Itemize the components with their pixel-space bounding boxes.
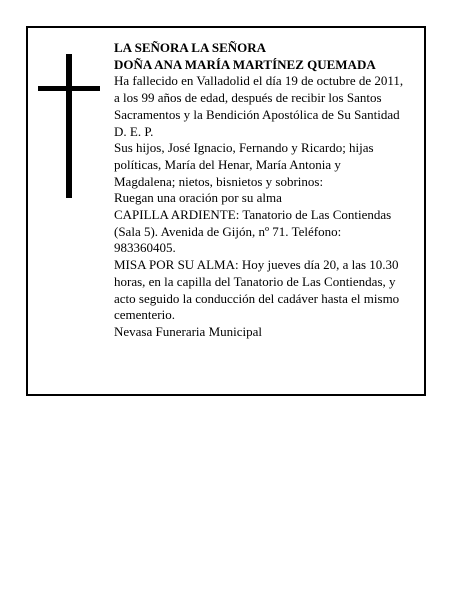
body-line: políticas, María del Henar, María Antonia y	[114, 156, 341, 172]
cross-icon	[38, 54, 102, 198]
cross-horizontal-bar	[38, 86, 100, 91]
body-line: 983360405.	[114, 240, 176, 256]
body-line: Sus hijos, José Ignacio, Fernando y Ricardo; hijas	[114, 140, 374, 156]
body-line: acto seguido la conducción del cadáver hasta el mismo	[114, 290, 400, 306]
cross-vertical-bar	[66, 54, 72, 198]
obituary-text	[114, 40, 422, 341]
obituary-notice-box	[26, 26, 426, 396]
deceased-name: DOÑA ANA MARÍA MARTÍNEZ QUEMADA	[114, 56, 376, 72]
body-line: D. E. P.	[114, 123, 154, 139]
body-line: cementerio.	[114, 307, 175, 323]
notice-header: LA SEÑORA LA SEÑORA	[114, 40, 267, 55]
body-line: Sacramentos y la Bendición Apostólica de Su Santidad	[114, 106, 400, 122]
body-line: a los 99 años de edad, después de recibir los Santos	[114, 90, 382, 106]
body-line: horas, en la capilla del Tanatorio de Las Contiendas, y	[114, 273, 396, 289]
body-line: CAPILLA ARDIENTE: Tanatorio de Las Contiendas	[114, 207, 392, 223]
body-line: (Sala 5). Avenida de Gijón, nº 71. Teléfono:	[114, 223, 342, 239]
body-line: Ruegan una oración por su alma	[114, 190, 282, 206]
body-line: MISA POR SU ALMA: Hoy jueves día 20, a las 10.30	[114, 257, 399, 273]
body-line: Magdalena; nietos, bisnietos y sobrinos:	[114, 173, 324, 189]
body-line: Ha fallecido en Valladolid el día 19 de octubre de 2011,	[114, 73, 404, 89]
body-line: Nevasa Funeraria Municipal	[114, 323, 263, 339]
